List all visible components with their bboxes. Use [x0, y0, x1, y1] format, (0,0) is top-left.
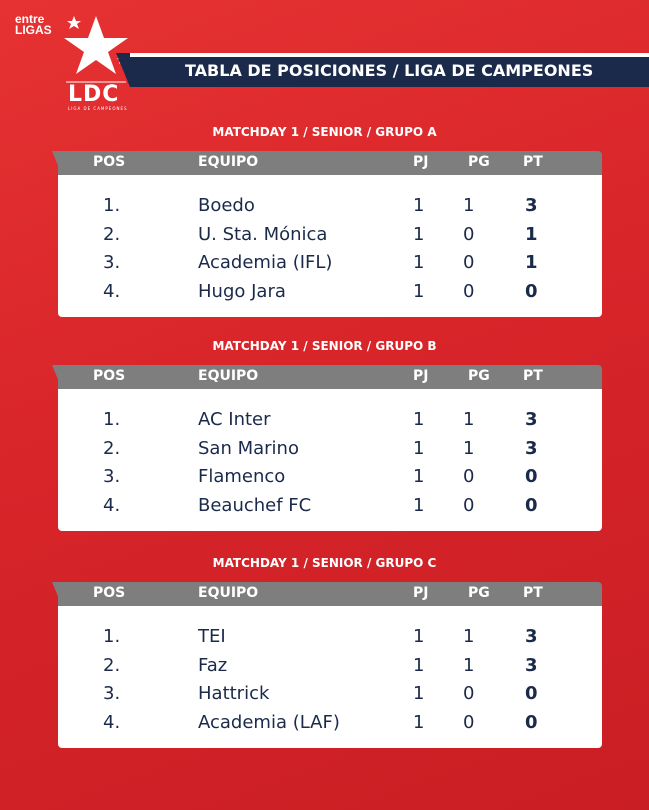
cell-pt: 3: [525, 437, 538, 459]
table-row: [58, 464, 602, 493]
cell-pg: 1: [463, 409, 475, 430]
ldc-logo-text: LDC: [68, 82, 120, 107]
col-pt-header: PT: [523, 368, 543, 384]
table-header: [58, 151, 602, 175]
cell-pt: 0: [525, 683, 538, 704]
table-body: [58, 175, 602, 317]
col-pos-header: POS: [93, 368, 126, 384]
group-a-table: [58, 151, 602, 317]
table-row: [58, 681, 602, 710]
cell-pos: 3.: [103, 252, 121, 273]
col-pt-header: PT: [523, 585, 543, 601]
cell-pg: 1: [463, 195, 475, 216]
cell-pg: 0: [463, 252, 475, 273]
cell-pt: 0: [525, 466, 538, 487]
table-row: [58, 436, 602, 465]
col-pg-header: PG: [468, 368, 490, 384]
cell-pj: 1: [413, 654, 425, 676]
col-team-header: EQUIPO: [198, 585, 259, 601]
brand-line-2: LIGAS: [15, 23, 52, 37]
cell-pos: 2.: [103, 223, 121, 245]
group-a-title: MATCHDAY 1 / SENIOR / GRUPO A: [212, 125, 437, 139]
cell-pos: 2.: [103, 437, 121, 459]
cell-pj: 1: [413, 409, 425, 430]
cell-team: TEI: [198, 626, 226, 647]
table-row: [58, 222, 602, 251]
cell-team: Academia (LAF): [198, 711, 340, 733]
cell-pg: 0: [463, 494, 475, 516]
cell-pt: 3: [525, 654, 538, 676]
cell-pos: 3.: [103, 683, 121, 704]
cell-pj: 1: [413, 195, 425, 216]
cell-pg: 0: [463, 280, 475, 302]
cell-pos: 1.: [103, 626, 121, 647]
col-pg-header: PG: [468, 585, 490, 601]
group-c-title: MATCHDAY 1 / SENIOR / GRUPO C: [212, 556, 437, 570]
cell-pj: 1: [413, 280, 425, 302]
cell-pj: 1: [413, 683, 425, 704]
cell-team: Academia (IFL): [198, 252, 333, 273]
cell-team: Beauchef FC: [198, 494, 312, 516]
cell-pt: 0: [525, 494, 538, 516]
group-c-table: [58, 582, 602, 748]
col-pg-header: PG: [468, 154, 490, 170]
group-b-table: [58, 365, 602, 531]
cell-pj: 1: [413, 223, 425, 245]
page-title: TABLA DE POSICIONES / LIGA DE CAMPEONES: [185, 61, 594, 80]
cell-team: Boedo: [198, 195, 255, 216]
col-team-header: EQUIPO: [198, 154, 259, 170]
cell-pt: 1: [525, 223, 538, 245]
cell-pg: 0: [463, 466, 475, 487]
cell-team: Flamenco: [198, 466, 286, 487]
table-row: [58, 250, 602, 279]
cell-pj: 1: [413, 711, 425, 733]
col-pj-header: PJ: [413, 585, 429, 601]
cell-pg: 0: [463, 711, 475, 733]
cell-team: Hattrick: [198, 683, 270, 704]
cell-pos: 4.: [103, 494, 121, 516]
col-pj-header: PJ: [413, 154, 429, 170]
entreligas-brand: [15, 14, 52, 36]
table-row: [58, 624, 602, 653]
table-body: [58, 389, 602, 531]
cell-pg: 0: [463, 223, 475, 245]
cell-pg: 1: [463, 437, 475, 459]
ldc-logo-subtitle: LIGA DE CAMPEONES: [68, 106, 128, 111]
col-team-header: EQUIPO: [198, 368, 259, 384]
col-pt-header: PT: [523, 154, 543, 170]
cell-pg: 1: [463, 654, 475, 676]
table-row: [58, 407, 602, 436]
table-row: [58, 493, 602, 522]
cell-pos: 4.: [103, 711, 121, 733]
cell-team: San Marino: [198, 437, 299, 459]
cell-pg: 0: [463, 683, 475, 704]
cell-pos: 1.: [103, 409, 121, 430]
table-header: [58, 582, 602, 606]
table-row: [58, 193, 602, 222]
cell-pj: 1: [413, 466, 425, 487]
cell-team: Faz: [198, 654, 228, 676]
cell-pos: 4.: [103, 280, 121, 302]
table-row: [58, 710, 602, 739]
cell-pj: 1: [413, 252, 425, 273]
cell-pt: 1: [525, 252, 538, 273]
table-body: [58, 606, 602, 748]
table-row: [58, 653, 602, 682]
col-pos-header: POS: [93, 585, 126, 601]
header-title-bar: [130, 53, 649, 87]
cell-pos: 3.: [103, 466, 121, 487]
cell-pt: 3: [525, 626, 538, 647]
brand-line-1: entre: [15, 12, 45, 26]
cell-pj: 1: [413, 494, 425, 516]
table-row: [58, 279, 602, 308]
cell-pj: 1: [413, 626, 425, 647]
cell-team: AC Inter: [198, 409, 271, 430]
cell-team: U. Sta. Mónica: [198, 223, 328, 245]
col-pos-header: POS: [93, 154, 126, 170]
cell-pj: 1: [413, 437, 425, 459]
cell-pos: 1.: [103, 195, 121, 216]
cell-pt: 3: [525, 195, 538, 216]
cell-pt: 3: [525, 409, 538, 430]
cell-pos: 2.: [103, 654, 121, 676]
table-header: [58, 365, 602, 389]
cell-team: Hugo Jara: [198, 280, 286, 302]
group-b-title: MATCHDAY 1 / SENIOR / GRUPO B: [212, 339, 437, 353]
cell-pt: 0: [525, 280, 538, 302]
cell-pg: 1: [463, 626, 475, 647]
col-pj-header: PJ: [413, 368, 429, 384]
cell-pt: 0: [525, 711, 538, 733]
